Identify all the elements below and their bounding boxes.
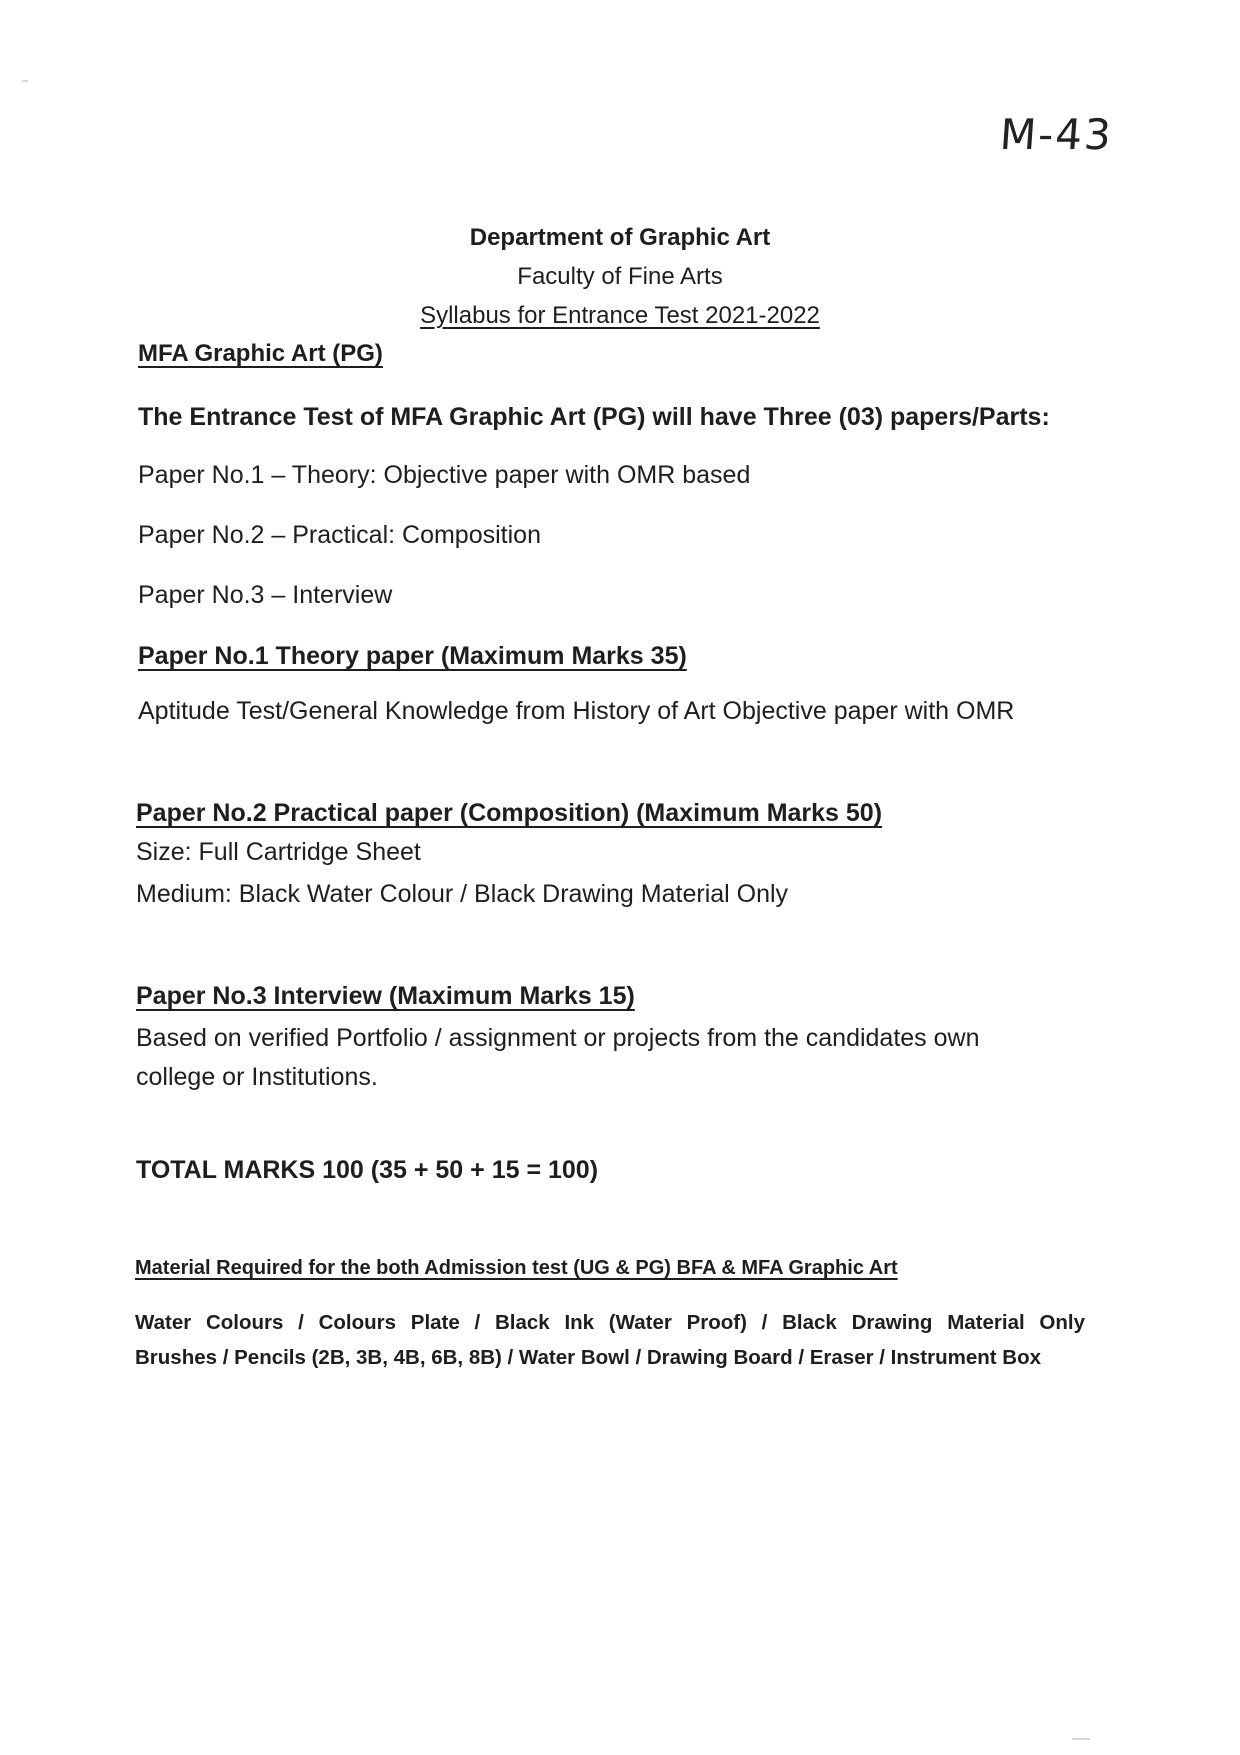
intro-text: The Entrance Test of MFA Graphic Art (PG) will have Three (03) papers/Parts: [138, 403, 1050, 431]
paper2-size: Size: Full Cartridge Sheet [136, 838, 421, 866]
faculty-title: Faculty of Fine Arts [517, 263, 723, 290]
materials-line2: Brushes / Pencils (2B, 3B, 4B, 6B, 8B) / Water Bowl / Drawing Board / Eraser / Instrument Box [135, 1346, 1042, 1369]
program-heading: MFA Graphic Art (PG) [138, 340, 383, 367]
paper-list-item: Paper No.2 – Practical: Composition [138, 521, 541, 549]
materials-line1: Water Colours / Colours Plate / Black Ink (Water Proof) / Black Drawing Material Only [135, 1311, 1085, 1334]
scan-speck [22, 80, 28, 82]
scan-speck [1072, 1738, 1090, 1740]
paper3-description-line2: college or Institutions. [136, 1063, 378, 1091]
materials-heading: Material Required for the both Admission test (UG & PG) BFA & MFA Graphic Art [135, 1257, 898, 1279]
paper3-heading: Paper No.3 Interview (Maximum Marks 15) [136, 982, 635, 1010]
paper2-medium: Medium: Black Water Colour / Black Drawing Material Only [136, 880, 789, 908]
paper-list-item: Paper No.3 – Interview [138, 581, 393, 609]
handwritten-page-mark: M-43 [998, 110, 1115, 159]
paper1-heading: Paper No.1 Theory paper (Maximum Marks 35) [138, 642, 687, 670]
paper2-heading: Paper No.2 Practical paper (Composition) (Maximum Marks 50) [136, 799, 883, 827]
paper3-description-line1: Based on verified Portfolio / assignment or projects from the candidates own [136, 1024, 980, 1052]
department-title: Department of Graphic Art [469, 224, 771, 251]
paper-list-item: Paper No.1 – Theory: Objective paper with OMR based [138, 461, 751, 489]
syllabus-title: Syllabus for Entrance Test 2021-2022 [420, 302, 820, 329]
paper1-description: Aptitude Test/General Knowledge from History of Art Objective paper with OMR [138, 697, 1015, 725]
total-marks: TOTAL MARKS 100 (35 + 50 + 15 = 100) [136, 1156, 599, 1184]
